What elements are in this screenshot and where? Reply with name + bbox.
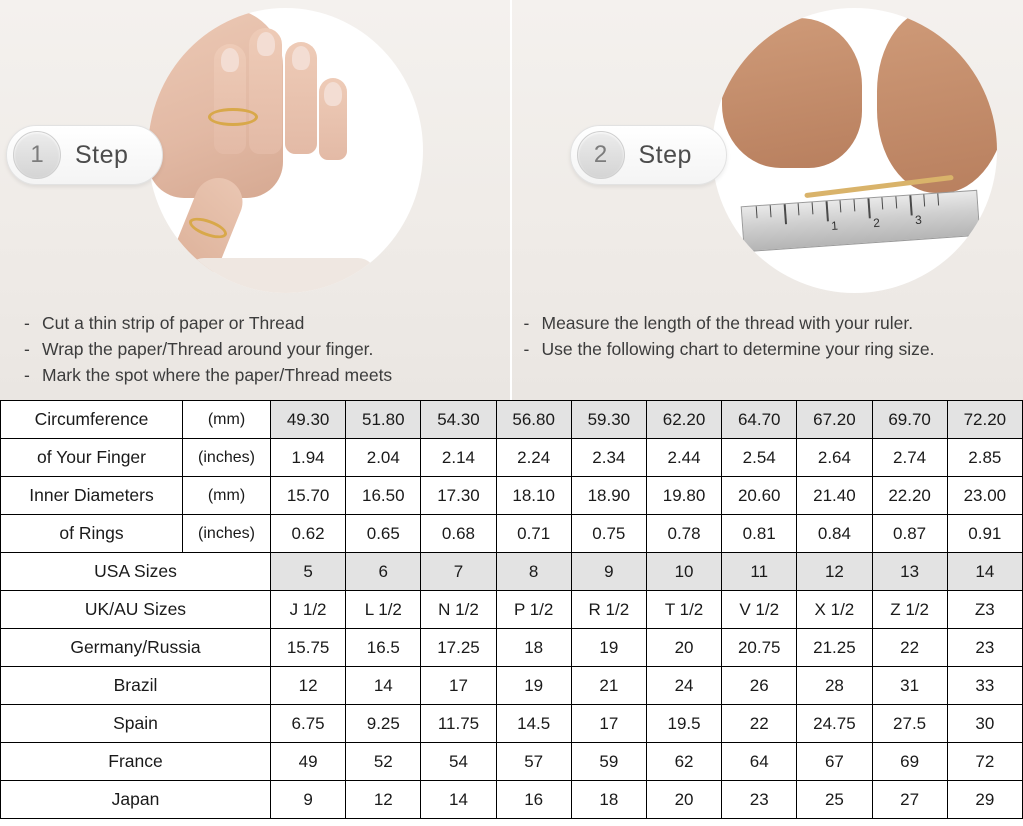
table-cell: 16.50 [346, 477, 421, 515]
ruler-number-2: 2 [872, 215, 880, 231]
table-cell: 0.91 [947, 515, 1022, 553]
step-1-bullets [24, 310, 392, 388]
table-cell: 54.30 [421, 401, 496, 439]
row-label: Brazil [1, 667, 271, 705]
table-cell: 21.40 [797, 477, 872, 515]
step-1-bullet-3: Mark the spot where the paper/Thread meets [42, 365, 393, 385]
table-row [1, 667, 1023, 705]
table-cell: 2.34 [571, 439, 646, 477]
table-row [1, 591, 1023, 629]
table-cell: 67.20 [797, 401, 872, 439]
row-label: Spain [1, 705, 271, 743]
ring-on-finger [208, 108, 258, 126]
row-label: UK/AU Sizes [1, 591, 271, 629]
ruler-number-1: 1 [830, 218, 838, 234]
table-cell: 30 [947, 705, 1022, 743]
row-label: of Your Finger [1, 439, 183, 477]
table-cell: 10 [646, 553, 721, 591]
table-cell: 5 [271, 553, 346, 591]
table-cell: 21 [571, 667, 646, 705]
table-cell: 20 [646, 629, 721, 667]
table-cell: 51.80 [346, 401, 421, 439]
step-2-label: Step [638, 140, 692, 169]
table-cell: 17 [421, 667, 496, 705]
table-row [1, 781, 1023, 819]
table-cell: 20.75 [722, 629, 797, 667]
step-2-bullet-1: Measure the length of the thread with your ruler. [541, 313, 914, 333]
table-cell: 0.84 [797, 515, 872, 553]
table-cell: 18 [571, 781, 646, 819]
table-cell: 0.87 [872, 515, 947, 553]
table-cell: 25 [797, 781, 872, 819]
table-cell: 1.94 [271, 439, 346, 477]
table-cell: 12 [271, 667, 346, 705]
table-cell: 9.25 [346, 705, 421, 743]
instructions-section [0, 0, 1023, 400]
table-cell: 7 [421, 553, 496, 591]
step-2-badge [570, 125, 727, 185]
table-row [1, 705, 1023, 743]
table-cell: 20 [646, 781, 721, 819]
bullet-dash: - [523, 339, 530, 359]
table-cell: 2.24 [496, 439, 571, 477]
finger-ring [285, 42, 317, 154]
table-cell: 14 [947, 553, 1022, 591]
table-cell: T 1/2 [646, 591, 721, 629]
bullet-dash: - [24, 365, 30, 385]
hand-photo [148, 8, 423, 293]
table-row [1, 439, 1023, 477]
nail [292, 46, 310, 70]
nail [257, 32, 275, 56]
table-cell: 19 [571, 629, 646, 667]
table-cell: 69 [872, 743, 947, 781]
step-1-badge [6, 125, 163, 185]
table-cell: 28 [797, 667, 872, 705]
table-cell: V 1/2 [722, 591, 797, 629]
step-1-bullet-2: Wrap the paper/Thread around your finger. [42, 339, 374, 359]
step-2-panel [512, 0, 1023, 400]
row-label: USA Sizes [1, 553, 271, 591]
table-cell: 16.5 [346, 629, 421, 667]
table-cell: 19.5 [646, 705, 721, 743]
table-cell: J 1/2 [271, 591, 346, 629]
bullet-dash: - [24, 313, 30, 333]
table-cell: 23 [947, 629, 1022, 667]
table-cell: 19 [496, 667, 571, 705]
table-cell: Z3 [947, 591, 1022, 629]
ruler-number-3: 3 [914, 212, 922, 228]
table-cell: 14 [346, 667, 421, 705]
ruler-shape [740, 190, 980, 252]
nail [324, 82, 342, 106]
table-cell: 23 [722, 781, 797, 819]
table-cell: 17 [571, 705, 646, 743]
table-cell: 13 [872, 553, 947, 591]
table-cell: 0.65 [346, 515, 421, 553]
table-cell: 9 [571, 553, 646, 591]
nail [221, 48, 239, 72]
finger-middle [249, 28, 282, 154]
table-cell: 8 [496, 553, 571, 591]
table-cell: 6 [346, 553, 421, 591]
table-cell: 24.75 [797, 705, 872, 743]
step-1-panel [0, 0, 512, 400]
table-cell: 22 [722, 705, 797, 743]
step-1-bullet-1: Cut a thin strip of paper or Thread [42, 313, 305, 333]
ruler-illustration [712, 8, 997, 293]
table-cell: 23.00 [947, 477, 1022, 515]
row-unit: (mm) [183, 401, 271, 439]
table-cell: 0.62 [271, 515, 346, 553]
table-cell: 29 [947, 781, 1022, 819]
hand-illustration [148, 8, 423, 293]
table-cell: 15.75 [271, 629, 346, 667]
table-row [1, 515, 1023, 553]
table-cell: 17.30 [421, 477, 496, 515]
bullet-dash: - [24, 339, 30, 359]
table-cell: 54 [421, 743, 496, 781]
table-cell: 72.20 [947, 401, 1022, 439]
row-unit: (inches) [183, 439, 271, 477]
table-cell: X 1/2 [797, 591, 872, 629]
table-cell: 0.81 [722, 515, 797, 553]
table-cell: 2.14 [421, 439, 496, 477]
step-1-label: Step [75, 140, 129, 169]
table-cell: 0.71 [496, 515, 571, 553]
table-cell: 11 [722, 553, 797, 591]
table-row [1, 477, 1023, 515]
table-cell: 31 [872, 667, 947, 705]
table-cell: 67 [797, 743, 872, 781]
table-cell: 64.70 [722, 401, 797, 439]
table-cell: 18 [496, 629, 571, 667]
sleeve [186, 258, 376, 293]
row-label: Inner Diameters [1, 477, 183, 515]
table-cell: 22.20 [872, 477, 947, 515]
table-cell: 27.5 [872, 705, 947, 743]
table-cell: 0.68 [421, 515, 496, 553]
step-2-bullet-2: Use the following chart to determine your ring size. [541, 339, 935, 359]
table-cell: 22 [872, 629, 947, 667]
table-row [1, 743, 1023, 781]
table-cell: 12 [797, 553, 872, 591]
table-cell: Z 1/2 [872, 591, 947, 629]
table-cell: 64 [722, 743, 797, 781]
table-cell: 9 [271, 781, 346, 819]
ring-size-table-container [0, 400, 1023, 819]
row-unit: (mm) [183, 477, 271, 515]
table-cell: N 1/2 [421, 591, 496, 629]
table-cell: 26 [722, 667, 797, 705]
table-cell: 69.70 [872, 401, 947, 439]
table-cell: 16 [496, 781, 571, 819]
table-row [1, 553, 1023, 591]
step-1-number: 1 [13, 131, 61, 179]
table-cell: 49.30 [271, 401, 346, 439]
row-unit: (inches) [183, 515, 271, 553]
table-cell: 2.85 [947, 439, 1022, 477]
left-hand-shape [722, 18, 862, 168]
table-cell: 11.75 [421, 705, 496, 743]
table-cell: 57 [496, 743, 571, 781]
ruler-photo [712, 8, 997, 293]
table-cell: 14 [421, 781, 496, 819]
table-cell: 12 [346, 781, 421, 819]
table-cell: 62.20 [646, 401, 721, 439]
table-cell: 33 [947, 667, 1022, 705]
table-cell: 2.54 [722, 439, 797, 477]
table-cell: 0.78 [646, 515, 721, 553]
table-body [1, 401, 1023, 819]
row-label: Germany/Russia [1, 629, 271, 667]
table-cell: 21.25 [797, 629, 872, 667]
table-cell: 2.64 [797, 439, 872, 477]
table-cell: 56.80 [496, 401, 571, 439]
table-cell: 59 [571, 743, 646, 781]
table-cell: 49 [271, 743, 346, 781]
table-cell: 72 [947, 743, 1022, 781]
table-cell: R 1/2 [571, 591, 646, 629]
table-cell: L 1/2 [346, 591, 421, 629]
table-cell: 19.80 [646, 477, 721, 515]
table-cell: 15.70 [271, 477, 346, 515]
table-cell: P 1/2 [496, 591, 571, 629]
table-cell: 59.30 [571, 401, 646, 439]
table-cell: 14.5 [496, 705, 571, 743]
row-label: Circumference [1, 401, 183, 439]
finger-pinky [319, 78, 347, 160]
table-cell: 17.25 [421, 629, 496, 667]
table-row [1, 629, 1023, 667]
row-label: France [1, 743, 271, 781]
bullet-dash: - [523, 313, 530, 333]
table-row [1, 401, 1023, 439]
row-label: Japan [1, 781, 271, 819]
table-cell: 18.10 [496, 477, 571, 515]
table-cell: 6.75 [271, 705, 346, 743]
table-cell: 24 [646, 667, 721, 705]
table-cell: 27 [872, 781, 947, 819]
finger-index [214, 44, 246, 154]
table-cell: 2.74 [872, 439, 947, 477]
table-cell: 62 [646, 743, 721, 781]
right-hand-shape [877, 8, 997, 193]
table-cell: 2.44 [646, 439, 721, 477]
table-cell: 20.60 [722, 477, 797, 515]
step-2-bullets [524, 310, 935, 362]
row-label: of Rings [1, 515, 183, 553]
table-cell: 52 [346, 743, 421, 781]
step-2-number: 2 [577, 131, 625, 179]
ring-size-table [0, 400, 1023, 819]
table-cell: 2.04 [346, 439, 421, 477]
table-cell: 0.75 [571, 515, 646, 553]
table-cell: 18.90 [571, 477, 646, 515]
